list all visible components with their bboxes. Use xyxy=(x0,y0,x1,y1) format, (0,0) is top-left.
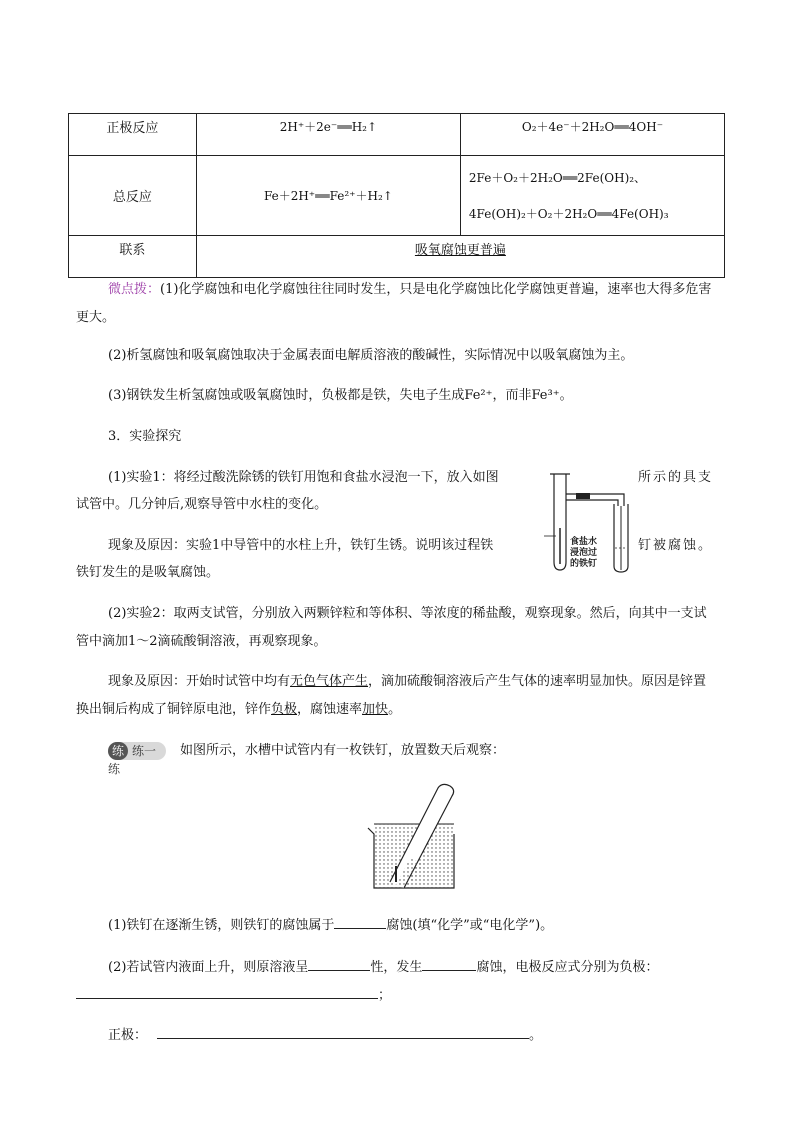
section-heading: 3．实验探究 xyxy=(108,429,182,444)
q3-text: 正极： 。 xyxy=(108,1022,542,1050)
badge-icon: 练 xyxy=(108,742,128,760)
branched-tube-figure xyxy=(536,466,636,576)
beaker-figure xyxy=(366,782,470,892)
link-text: 吸氧腐蚀更普遍 xyxy=(414,243,506,258)
tip-paragraph-2: (2)析氢腐蚀和吸氧腐蚀取决于金属表面电解质溶液的酸碱性，实际情况中以吸氧腐蚀为主。 xyxy=(108,348,634,363)
oxygen-cell xyxy=(460,156,724,236)
exp1-text-a: (1)实验1：将经过酸洗除锈的铁钉用饱和食盐水浸泡一下，放入如图 xyxy=(108,470,499,485)
tip-paragraph-1: 微点拨：(1)化学腐蚀和电化学腐蚀往往同时发生，只是电化学腐蚀比化学腐蚀更普遍，速率也大得多危害更大。 xyxy=(76,282,712,325)
answer-blank[interactable] xyxy=(422,956,476,971)
figure-label: 食盐水 浸泡过 的铁钉 xyxy=(570,537,598,569)
practice-question: 如图所示，水槽中试管内有一枚铁钉，放置数天后观察： xyxy=(180,743,506,758)
q1-text: (1)铁钉在逐渐生锈，则铁钉的腐蚀属于 腐蚀(填“化学”或“电化学”)。 xyxy=(76,912,718,940)
row-label: 联系 xyxy=(69,236,197,278)
phen2-text: 现象及原因：开始时试管中均有无色气体产生，滴加硫酸铜溶液后产生气体的速率明显加快。原因是锌置换出铜后构成了铜锌原电池，锌作负极，腐蚀速率加快。 xyxy=(76,674,707,717)
table-row xyxy=(69,236,725,278)
tip-label: 微点拨： xyxy=(108,282,161,297)
merged-cell xyxy=(196,236,724,278)
acid-cell: 2H⁺＋2e⁻══H₂↑ xyxy=(196,114,460,156)
q2-line-2: ； xyxy=(76,982,391,1010)
q2-text: (2)若试管内液面上升，则原溶液呈 性，发生 腐蚀，电极反应式分别为负极： xyxy=(76,954,718,982)
oxygen-line: 4Fe(OH)₂＋O₂＋2H₂O══4Fe(OH)₃ xyxy=(468,206,669,221)
answer-blank[interactable] xyxy=(334,914,386,929)
reaction-table xyxy=(68,113,725,278)
row-label: 正极反应 xyxy=(69,114,197,156)
table-row xyxy=(69,156,725,236)
table-row xyxy=(69,114,725,156)
acid-cell: Fe＋2H⁺══Fe²⁺＋H₂↑ xyxy=(196,156,460,236)
answer-blank[interactable] xyxy=(76,984,378,999)
oxygen-line: 2Fe＋O₂＋2H₂O══2Fe(OH)₂、 xyxy=(468,170,647,185)
exp1-text-c: 试管中。几分钟后,观察导管中水柱的变化。 xyxy=(76,497,328,512)
exp2-text: (2)实验2：取两支试管，分别放入两颗锌粒和等体积、等浓度的稀盐酸，观察现象。然后，向其中一支试管中滴加1～2滴硫酸铜溶液，再观察现象。 xyxy=(76,606,707,649)
phen1-text-a: 现象及原因：实验1中导管中的水柱上升，铁钉生锈。说明该过程铁 xyxy=(108,538,494,553)
phen1-text-c: 铁钉发生的是吸氧腐蚀。 xyxy=(76,565,220,580)
row-label: 总反应 xyxy=(69,156,197,236)
exp1-text-b: 所示的具支 xyxy=(638,470,714,485)
oxygen-cell: O₂＋4e⁻＋2H₂O══4OH⁻ xyxy=(460,114,724,156)
answer-blank[interactable] xyxy=(308,956,370,971)
practice-badge: 练 练一练 xyxy=(108,742,166,760)
phen1-text-b: 钉被腐蚀。 xyxy=(638,538,714,553)
answer-blank[interactable] xyxy=(157,1024,529,1039)
tip-paragraph-3: (3)钢铁发生析氢腐蚀或吸氧腐蚀时，负极都是铁，失电子生成Fe²⁺，而非Fe³⁺。 xyxy=(108,388,573,403)
